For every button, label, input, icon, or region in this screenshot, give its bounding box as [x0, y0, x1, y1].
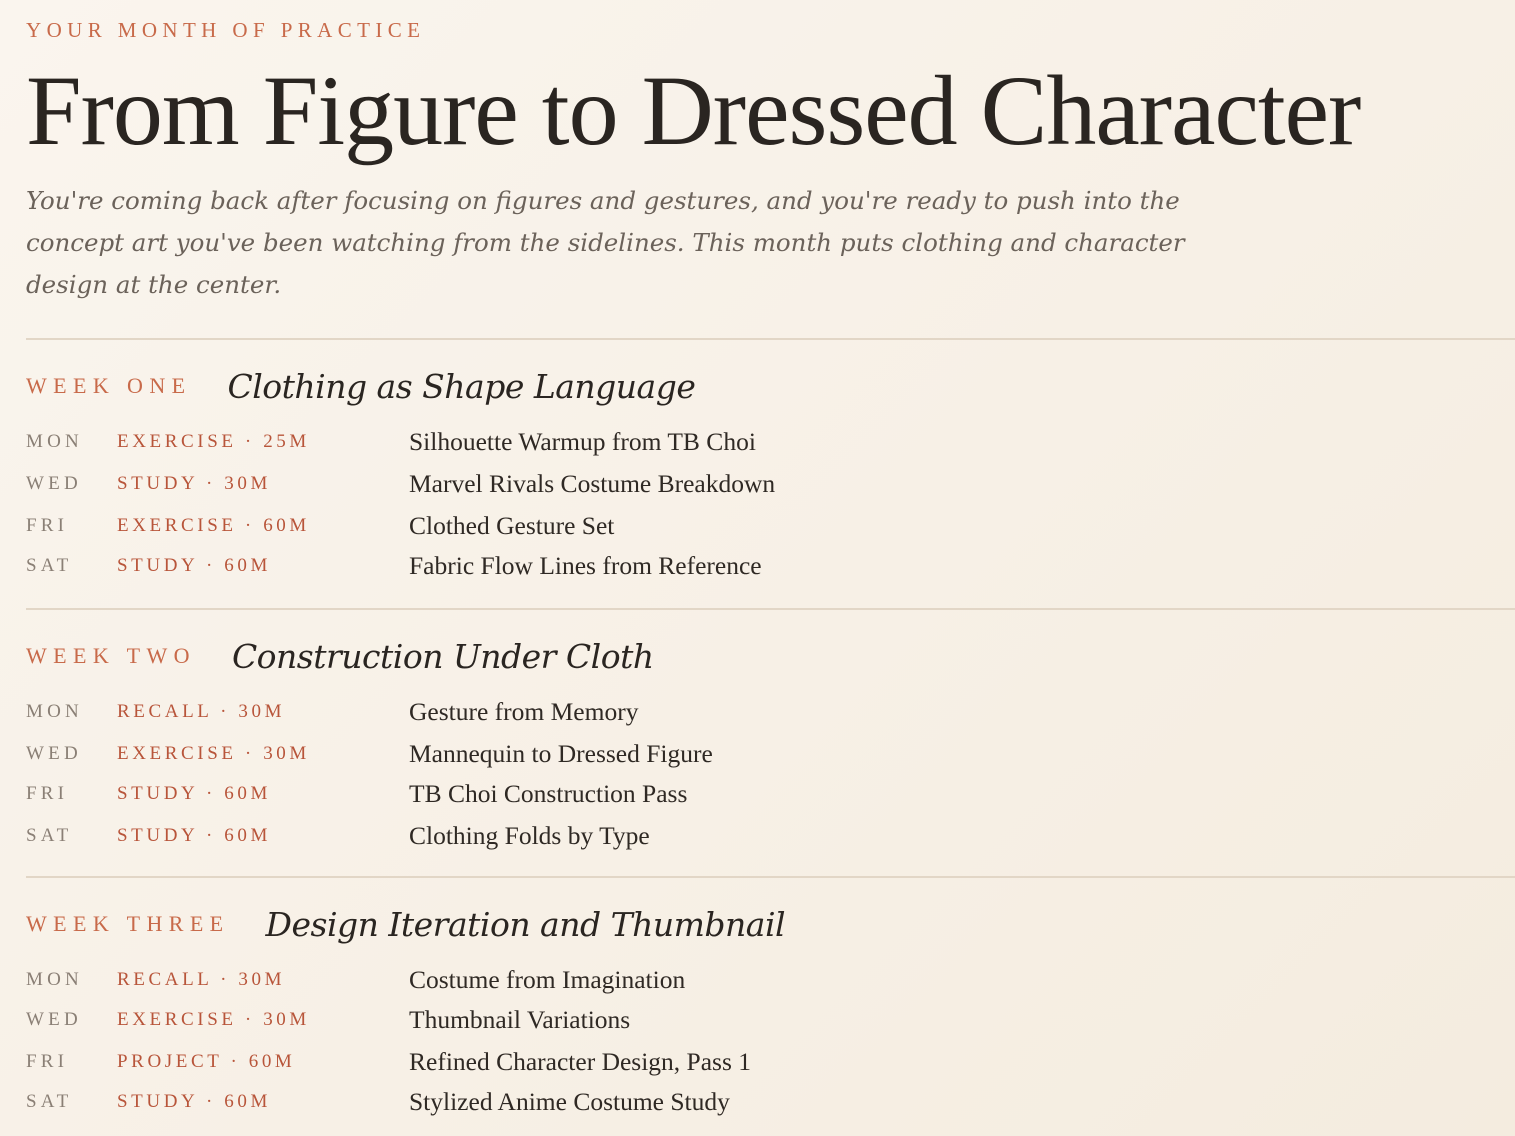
- week-title: Design Iteration and Thumbnail: [265, 904, 786, 944]
- session-row: [26, 510, 1026, 542]
- session-type: STUDY · 60M: [117, 555, 271, 576]
- week-label: WEEK ONE: [26, 373, 192, 398]
- session-row: [26, 696, 1026, 728]
- session-task: Marvel Rivals Costume Breakdown: [409, 469, 776, 498]
- session-type: RECALL · 30M: [117, 701, 286, 722]
- session-task: TB Choi Construction Pass: [409, 779, 688, 808]
- session-task: Fabric Flow Lines from Reference: [409, 551, 762, 580]
- session-day: MON: [26, 701, 83, 722]
- week-header: [26, 902, 785, 946]
- session-type: EXERCISE · 30M: [117, 743, 310, 764]
- session-row: [26, 1046, 1026, 1078]
- session-day: FRI: [26, 1051, 69, 1072]
- session-task: Thumbnail Variations: [409, 1005, 631, 1034]
- session-row: [26, 468, 1026, 500]
- session-day: SAT: [26, 1091, 73, 1112]
- session-day: WED: [26, 473, 82, 494]
- week-title: Clothing as Shape Language: [227, 366, 696, 406]
- session-day: FRI: [26, 783, 69, 804]
- week-title: Construction Under Cloth: [231, 636, 654, 676]
- session-type: STUDY · 30M: [117, 473, 271, 494]
- session-day: FRI: [26, 515, 69, 536]
- session-day: MON: [26, 431, 83, 452]
- week-label: WEEK TWO: [26, 643, 196, 668]
- session-type: STUDY · 60M: [117, 1091, 271, 1112]
- session-type: PROJECT · 60M: [117, 1051, 296, 1072]
- session-task: Costume from Imagination: [409, 965, 686, 994]
- week-label: WEEK THREE: [26, 911, 230, 936]
- session-task: Silhouette Warmup from TB Choi: [409, 427, 756, 456]
- session-type: EXERCISE · 60M: [117, 515, 310, 536]
- session-task: Mannequin to Dressed Figure: [409, 739, 713, 768]
- session-task: Refined Character Design, Pass 1: [409, 1047, 752, 1076]
- session-type: EXERCISE · 25M: [117, 431, 310, 452]
- session-row: [26, 778, 1026, 810]
- session-day: SAT: [26, 555, 73, 576]
- session-task: Gesture from Memory: [409, 697, 639, 726]
- eyebrow-label: YOUR MONTH OF PRACTICE: [26, 18, 426, 42]
- section-divider: [26, 608, 1515, 610]
- session-day: MON: [26, 969, 83, 990]
- session-day: WED: [26, 743, 82, 764]
- session-type: EXERCISE · 30M: [117, 1009, 310, 1030]
- session-row: [26, 550, 1026, 582]
- section-divider: [26, 338, 1515, 340]
- session-row: [26, 964, 1026, 996]
- session-type: STUDY · 60M: [117, 783, 271, 804]
- session-day: WED: [26, 1009, 82, 1030]
- week-header: [26, 364, 695, 408]
- session-type: RECALL · 30M: [117, 969, 286, 990]
- session-day: SAT: [26, 825, 73, 846]
- session-row: [26, 738, 1026, 770]
- session-task: Clothing Folds by Type: [409, 821, 650, 850]
- session-row: [26, 820, 1026, 852]
- session-row: [26, 1086, 1026, 1118]
- session-task: Clothed Gesture Set: [409, 511, 615, 540]
- session-row: [26, 1004, 1026, 1036]
- page-title: From Figure to Dressed Character: [26, 55, 1361, 166]
- intro-paragraph: You're coming back after focusing on figures and gestures, and you're ready to push into the concept art you've been watching from the sidelines. This month puts clothing and character design at the center.: [26, 186, 1185, 299]
- section-divider: [26, 876, 1515, 878]
- session-type: STUDY · 60M: [117, 825, 271, 846]
- week-header: [26, 634, 654, 678]
- session-task: Stylized Anime Costume Study: [409, 1087, 730, 1116]
- session-row: [26, 426, 1026, 458]
